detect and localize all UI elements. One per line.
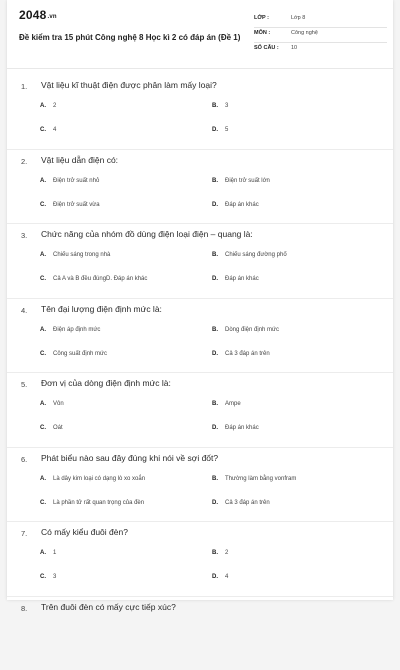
option-text: 2 (53, 103, 56, 109)
option-letter: C. (40, 425, 53, 431)
option-a[interactable] (40, 550, 56, 556)
option-letter: A. (40, 178, 53, 184)
option-text: Đáp án khác (225, 202, 259, 208)
option-letter: B. (212, 178, 225, 184)
option-letter: A. (40, 550, 53, 556)
option-text: Vôn (53, 401, 64, 407)
question-item (7, 224, 393, 299)
option-text: Là dây kim loại có dạng lò xo xoắn (53, 476, 145, 482)
option-b[interactable] (212, 401, 241, 407)
option-b[interactable] (212, 178, 270, 184)
option-text: Chiếu sáng trong nhà (53, 252, 110, 258)
option-letter: D. (212, 127, 225, 133)
question-text: Vật liệu kĩ thuật điện được phân làm mấy loại? (41, 80, 217, 90)
question-text: Phát biểu nào sau đây đúng khi nói về sợi đốt? (41, 453, 218, 463)
logo-sub: .vn (48, 14, 57, 20)
question-item (7, 150, 393, 225)
option-text: Điện trở suất nhỏ (53, 178, 99, 184)
option-text: Oát (53, 425, 63, 431)
option-letter: B. (212, 252, 225, 258)
option-letter: C. (40, 202, 53, 208)
option-text: Chiếu sáng đường phố (225, 252, 287, 258)
question-item (7, 373, 393, 448)
option-text: Ampe (225, 401, 241, 407)
option-letter: A. (40, 401, 53, 407)
option-a[interactable] (40, 401, 64, 407)
meta-value: Công nghệ (291, 30, 318, 36)
option-c[interactable] (40, 500, 144, 506)
option-text: Điện áp định mức (53, 327, 100, 333)
option-b[interactable] (212, 550, 228, 556)
question-list (7, 75, 393, 670)
meta-row-subject (254, 28, 387, 43)
question-text: Chức năng của nhóm đồ dùng điện loại điện – quang là: (41, 229, 253, 239)
option-b[interactable] (212, 103, 228, 109)
option-text: Thường làm bằng vonfram (225, 476, 296, 482)
meta-row-class (254, 13, 387, 28)
meta-label: SỐ CÂU : (254, 45, 279, 51)
option-letter: B. (212, 327, 225, 333)
option-text: Là phần tử rất quan trọng của đèn (53, 500, 144, 506)
option-letter: C. (40, 351, 53, 357)
option-letter: B. (212, 401, 225, 407)
exam-page (7, 0, 393, 600)
option-text: Dòng điện định mức (225, 327, 279, 333)
question-text: Có mấy kiểu đuôi đèn? (41, 527, 128, 537)
meta-label: LỚP : (254, 15, 269, 21)
option-letter: D. (212, 500, 225, 506)
option-text: 4 (225, 574, 228, 580)
option-b[interactable] (212, 476, 296, 482)
question-number: 6. (21, 455, 27, 464)
question-number: 2. (21, 157, 27, 166)
logo-main: 2048 (19, 8, 47, 22)
meta-info (254, 13, 387, 57)
option-letter: D. (212, 276, 225, 282)
option-c[interactable] (40, 351, 107, 357)
option-letter: D. (212, 202, 225, 208)
option-letter: D. (212, 425, 225, 431)
option-text: 3 (225, 103, 228, 109)
option-text: Công suất định mức (53, 351, 107, 357)
question-text: Đơn vị của dòng điện định mức là: (41, 378, 171, 388)
meta-row-count (254, 43, 387, 57)
question-text: Vật liệu dẫn điện có: (41, 155, 118, 165)
option-letter: D. (212, 574, 225, 580)
question-item (7, 75, 393, 150)
option-a[interactable] (40, 103, 56, 109)
question-item (7, 522, 393, 597)
option-d[interactable] (212, 500, 270, 506)
option-a[interactable] (40, 476, 145, 482)
option-c[interactable] (40, 574, 56, 580)
option-letter: A. (40, 476, 53, 482)
option-d[interactable] (212, 202, 259, 208)
option-c[interactable] (40, 425, 63, 431)
option-letter: C. (40, 500, 53, 506)
option-text: Cả A và B đều đúngD. Đáp án khác (53, 276, 147, 282)
option-c[interactable] (40, 202, 100, 208)
option-a[interactable] (40, 327, 100, 333)
site-logo[interactable] (19, 8, 57, 22)
option-text: Cả 3 đáp án trên (225, 500, 270, 506)
option-text: 4 (53, 127, 56, 133)
option-d[interactable] (212, 574, 228, 580)
option-letter: B. (212, 550, 225, 556)
option-letter: B. (212, 103, 225, 109)
question-number: 7. (21, 529, 27, 538)
option-text: Cả 3 đáp án trên (225, 351, 270, 357)
meta-value: Lớp 8 (291, 15, 305, 21)
question-item (7, 597, 393, 670)
question-number: 5. (21, 380, 27, 389)
option-c[interactable] (40, 276, 147, 282)
option-b[interactable] (212, 327, 279, 333)
option-c[interactable] (40, 127, 56, 133)
option-letter: C. (40, 127, 53, 133)
option-text: Đáp án khác (225, 276, 259, 282)
header-divider (7, 68, 393, 69)
meta-label: MÔN : (254, 30, 270, 36)
option-letter: D. (212, 351, 225, 357)
option-text: Điện trở suất vừa (53, 202, 100, 208)
question-item (7, 299, 393, 374)
option-d[interactable] (212, 276, 259, 282)
question-text: Tên đại lượng điện định mức là: (41, 304, 162, 314)
question-number: 1. (21, 82, 27, 91)
option-letter: A. (40, 327, 53, 333)
question-item (7, 448, 393, 523)
option-letter: C. (40, 276, 53, 282)
option-text: 3 (53, 574, 56, 580)
option-text: Đáp án khác (225, 425, 259, 431)
option-text: 5 (225, 127, 228, 133)
option-a[interactable] (40, 178, 99, 184)
option-letter: C. (40, 574, 53, 580)
option-a[interactable] (40, 252, 110, 258)
page-header (7, 0, 393, 62)
option-text: 1 (53, 550, 56, 556)
question-number: 8. (21, 604, 27, 613)
question-number: 3. (21, 231, 27, 240)
option-letter: B. (212, 476, 225, 482)
option-text: 2 (225, 550, 228, 556)
document-title: Đề kiểm tra 15 phút Công nghệ 8 Học kì 2 có đáp án (Đề 1) (19, 33, 240, 42)
option-d[interactable] (212, 425, 259, 431)
question-text: Trên đuôi đèn có mấy cực tiếp xúc? (41, 602, 176, 612)
meta-value: 10 (291, 45, 297, 51)
option-d[interactable] (212, 351, 270, 357)
option-text: Điện trở suất lớn (225, 178, 270, 184)
option-d[interactable] (212, 127, 228, 133)
question-number: 4. (21, 306, 27, 315)
option-b[interactable] (212, 252, 287, 258)
option-letter: A. (40, 252, 53, 258)
option-letter: A. (40, 103, 53, 109)
